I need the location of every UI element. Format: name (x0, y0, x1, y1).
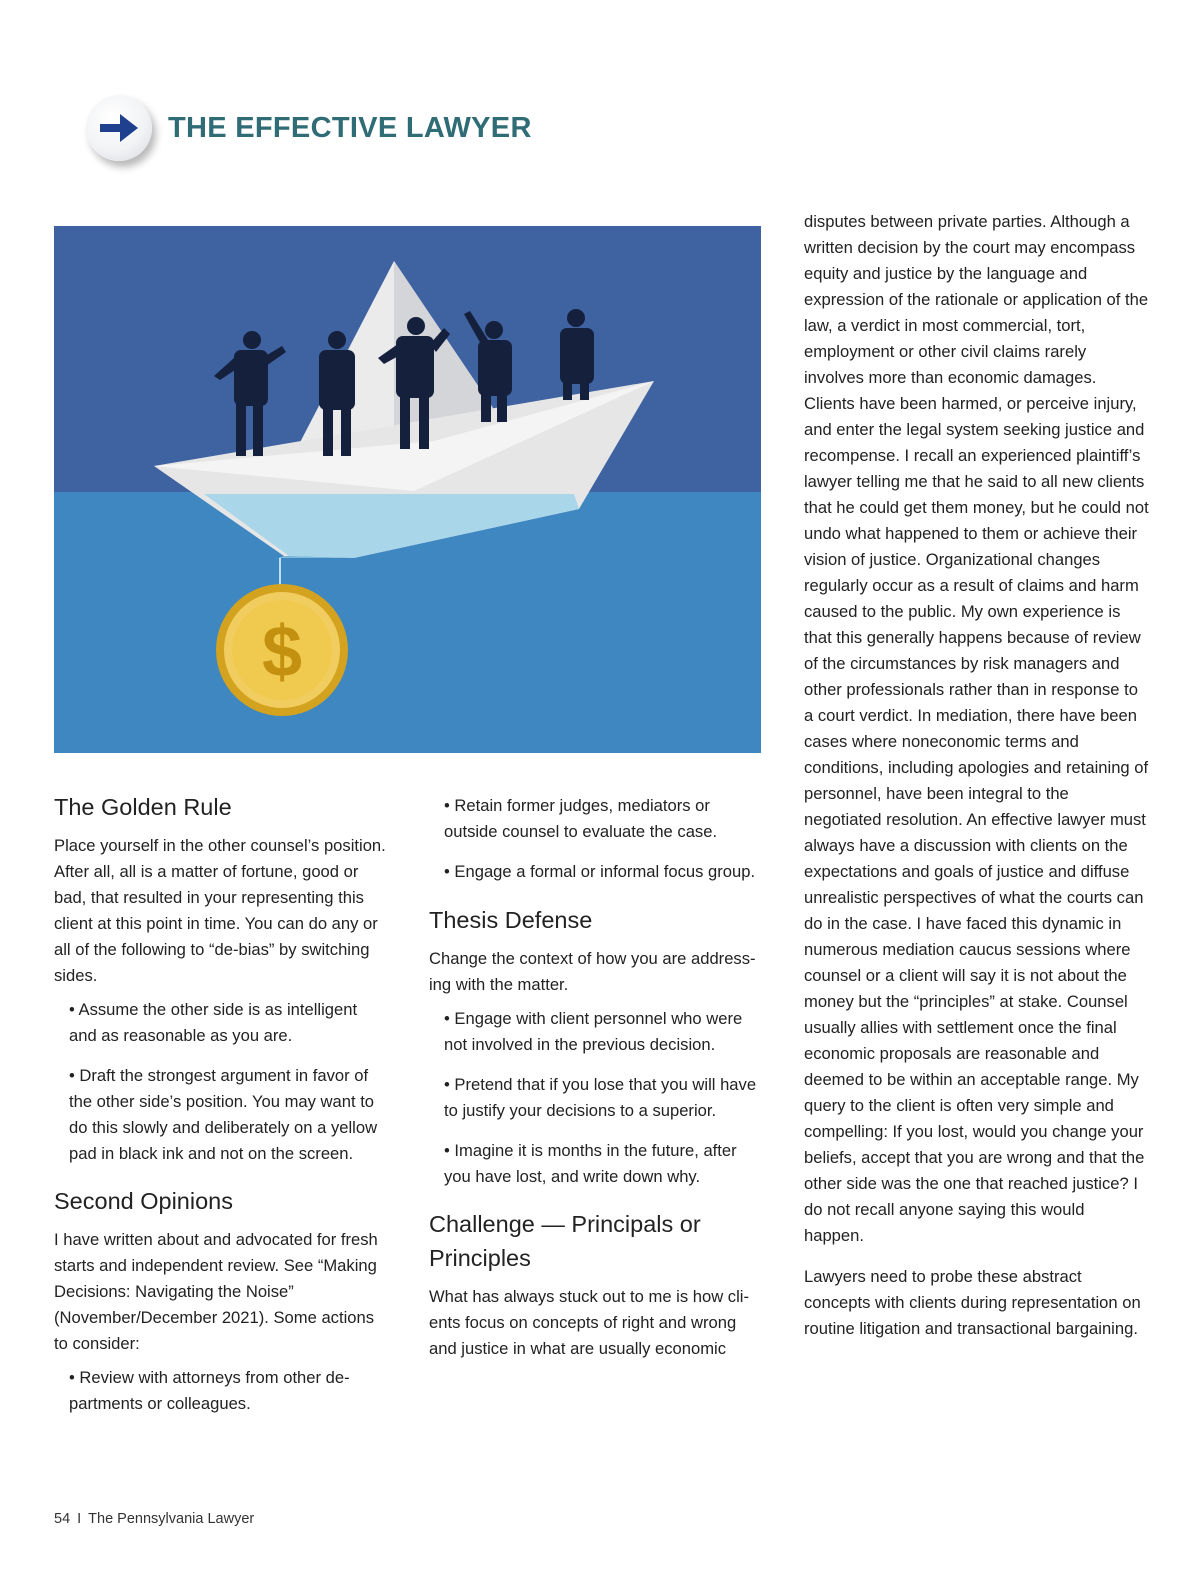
heading-challenge: Challenge — Principals or Principles (429, 1211, 701, 1271)
bullet-imagine: • Imagine it is months in the future, after you have lost, and write down why. (444, 1141, 737, 1186)
column-left (54, 790, 389, 1417)
paragraph-lawyers-probe: Lawyers need to probe these abstract concepts with clients during representation on routine litigation and transactional bargaining. (804, 1267, 1141, 1338)
paragraph-disputes: disputes between private parties. Although a written decision by the court may encompass equity and justice by the language and expression of the rationale or application of the law, a verdict in most commercial, tort, employment or other civil claims rarely involves more than economic damages. Clients have been harmed, or perceive injury, and enter the legal system seeking justice and recompense. I recall an experienced plaintiff’s lawyer telling me that he said to all new clients that he could get them money, but he could not undo what happened to them or achieve their vision of justice. Organizational changes regularly occur as a result of claims and harm caused to the public. My own experience is that this generally happens because of review of the circumstances by risk managers and other professionals rather than in response to a court verdict. In mediation, there have been cases where noneconomic terms and conditions, including apologies and retaining of personnel, have been integral to the negotiated resolution. An effective lawyer must always have a discussion with clients on the expectations and goals of justice and diffuse unrealistic perspectives of what the courts can do in the case. I have faced this dynamic in numerous mediation caucus sessions where counsel or a client will say it is not about the money but the “principles” at stake. Counsel usually allies with settlement once the final economic proposals are reasonable and deemed to be within an acceptable range. My query to the client is often very simple and compelling: If you lost, would you change your beliefs, accept that you are wrong and that the other side was the one that reached justice? I do not recall anyone saying this would happen. (804, 212, 1149, 1245)
publication-name: The Pennsylvania Lawyer (88, 1511, 255, 1527)
paragraph-golden-rule: Place yourself in the other counsel’s position. After all, all is a matter of fortune, good or bad, that resulted in your representing this client at this point in time. You can do any or all of the following to “de-bias” by switching sides. (54, 836, 386, 985)
column-middle (429, 793, 764, 1362)
footer-separator: I (77, 1511, 82, 1527)
dollar-coin-icon (216, 584, 348, 716)
heading-golden-rule: The Golden Rule (54, 794, 232, 820)
paragraph-thesis-defense: Change the context of how you are addressing with the matter. (429, 949, 756, 994)
bullet-pretend: • Pretend that if you lose that you will have to justify your decisions to a superior. (444, 1075, 757, 1120)
bullet-engage-focus-group: • Engage a formal or informal focus group. (444, 862, 756, 881)
paragraph-second-opinions: I have written about and advocated for fresh starts and independent review. See “Making Decisions: Navigating the Noise” (November/December 2021). Some actions to consider: (54, 1230, 378, 1353)
svg-text:$: $ (261, 612, 303, 692)
page-number: 54 (54, 1511, 71, 1527)
paper-boat-illustration (54, 226, 761, 753)
bullet-review: • Review with attorneys from other departments or colleagues. (69, 1368, 350, 1413)
heading-thesis-defense: Thesis Defense (429, 907, 593, 933)
section-header (86, 92, 532, 164)
bullet-draft: • Draft the strongest argument in favor of the other side’s position. You may want to do this slowly and deliberately on a yellow pad in black ink and not on the screen. (69, 1066, 378, 1163)
bullet-assume: • Assume the other side is as intelligent and as reasonable as you are. (69, 1000, 358, 1045)
section-title: THE EFFECTIVE LAWYER (168, 111, 532, 144)
paragraph-challenge: What has always stuck out to me is how clients focus on concepts of right and wrong and justice in what are usually economic (429, 1287, 750, 1358)
arrow-right-icon (86, 95, 152, 161)
page-footer (54, 1511, 254, 1527)
column-right (804, 209, 1149, 1342)
bullet-retain: • Retain former judges, mediators or outside counsel to evaluate the case. (444, 796, 718, 841)
bullet-engage-personnel: • Engage with client personnel who were not involved in the previous decision. (444, 1009, 743, 1054)
heading-second-opinions: Second Opinions (54, 1188, 233, 1214)
